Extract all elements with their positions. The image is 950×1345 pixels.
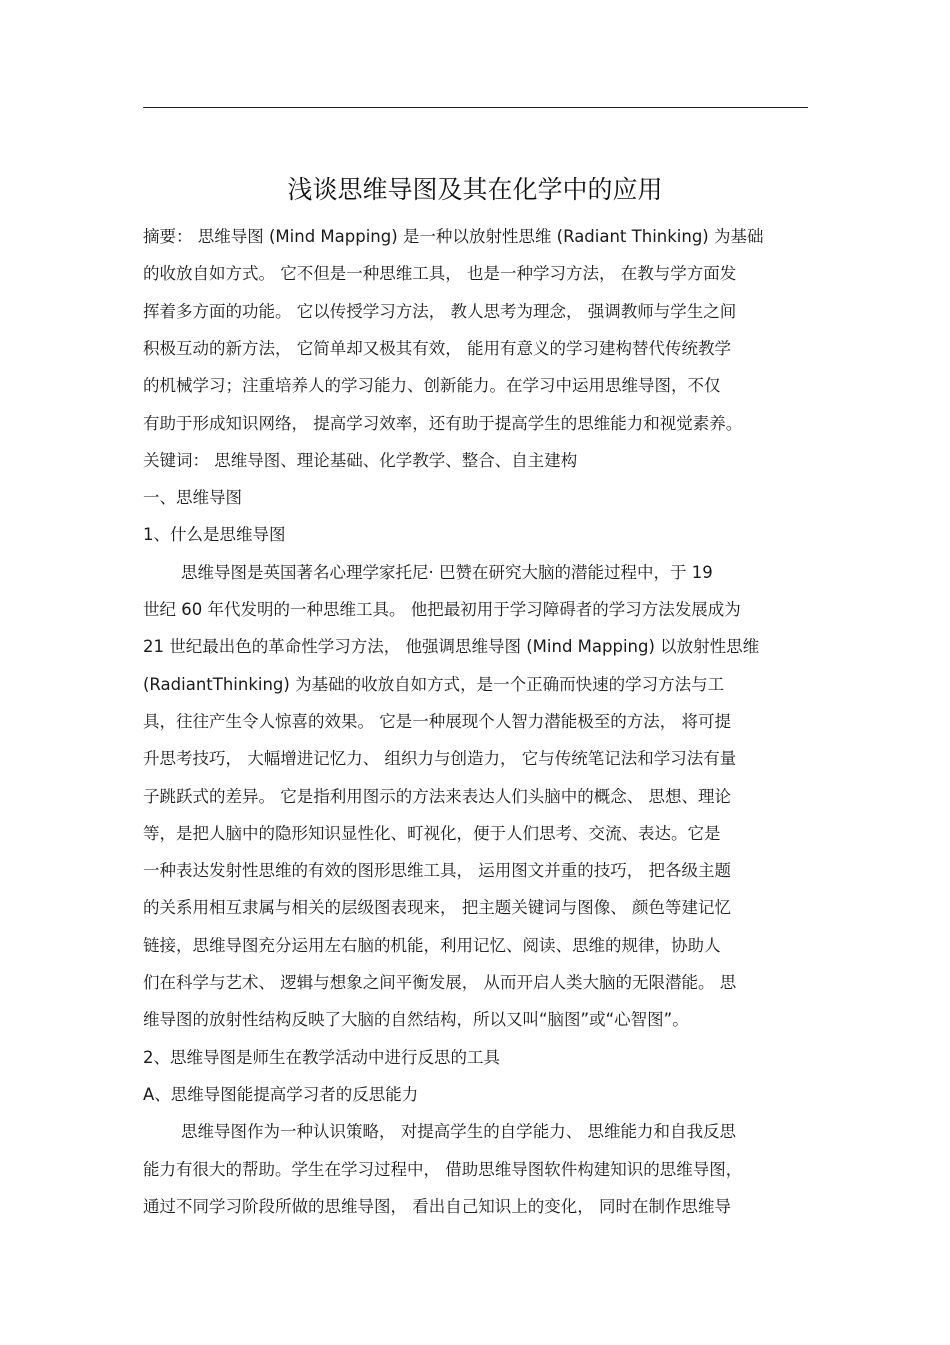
text-line: 世纪 60 年代发明的一种思维工具。 他把最初用于学习障碍者的学习方法发展成为 (143, 600, 741, 619)
document-title: 浅谈思维导图及其在化学中的应用 (287, 175, 663, 204)
text-line: 积极互动的新方法， 它简单却又极其有效， 能用有意义的学习建构替代传统教学 (143, 338, 731, 358)
text-line: 的关系用相互隶属与相关的层级图表现来， 把主题关键词与图像、 颜色等建记忆 (143, 898, 731, 918)
text-line: 的机械学习；注重培养人的学习能力、创新能力。在学习中运用思维导图，不仅 (143, 376, 721, 396)
text-line: 2、思维导图是师生在教学活动中进行反思的工具 (143, 1047, 500, 1067)
text-line: 维导图的放射性结构反映了大脑的自然结构，所以又叫“脑图”或“心智图”。 (143, 1010, 689, 1030)
text-line: 子跳跃式的差异。 它是指利用图示的方法来表达人们头脑中的概念、 思想、理论 (143, 786, 731, 806)
text-line: 一、思维导图 (143, 488, 242, 508)
text-line: 具，往往产生令人惊喜的效果。 它是一种展现个人智力潜能极至的方法， 将可提 (143, 711, 731, 731)
text-line: 思维导图作为一种认识策略， 对提高学生的自学能力、 思维能力和自我反思 (181, 1122, 736, 1142)
text-line: 1、什么是思维导图 (143, 525, 286, 545)
text-line: 挥着多方面的功能。 它以传授学习方法， 教人思考为理念， 强调教师与学生之间 (143, 301, 737, 321)
text-line: 等，是把人脑中的隐形知识显性化、町视化，便于人们思考、交流、表达。它是 (143, 823, 721, 843)
text-line: 们在科学与艺术、 逻辑与想象之间平衡发展， 从而开启人类大脑的无限潜能。 思 (143, 973, 737, 992)
text-line: 一种表达发射性思维的有效的图形思维工具， 运用图文并重的技巧， 把各级主题 (143, 861, 731, 881)
header-rule (143, 107, 808, 108)
text-line: 通过不同学习阶段所做的思维导图， 看出自己知识上的变化， 同时在制作思维导 (143, 1196, 731, 1216)
text-line: 21 世纪最出色的革命性学习方法， 他强调思维导图 (Mind Mapping) 以放射性思维 (143, 637, 760, 657)
text-line: 能力有很大的帮助。学生在学习过程中， 借助思维导图软件构建知识的思维导图， (143, 1159, 743, 1179)
text-line: 的收放自如方式。 它不但是一种思维工具， 也是一种学习方法， 在教与学方面发 (143, 264, 737, 284)
text-line: 有助于形成知识网络， 提高学习效率，还有助于提高学生的思维能力和视觉素养。 (143, 413, 743, 433)
text-line: (RadiantThinking) 为基础的收放自如方式，是一个正确而快速的学习方法与工 (143, 674, 725, 694)
text-line: 链接，思维导图充分运用左右脑的机能，利用记忆、阅读、思维的规律，协助人 (143, 935, 721, 955)
text-line: 思维导图是英国著名心理学家托尼· 巴赞在研究大脑的潜能过程中，于 19 (181, 562, 713, 582)
text-line: 关键词： 思维导图、理论基础、化学教学、整合、自主建构 (143, 450, 578, 470)
text-line: 摘要： 思维导图 (Mind Mapping) 是一种以放射性思维 (Radiant Thinking) 为基础 (143, 227, 764, 246)
text-line: A、思维导图能提高学习者的反思能力 (143, 1084, 419, 1104)
text-line: 升思考技巧， 大幅增进记忆力、 组织力与创造力， 它与传统笔记法和学习法有量 (143, 749, 737, 769)
